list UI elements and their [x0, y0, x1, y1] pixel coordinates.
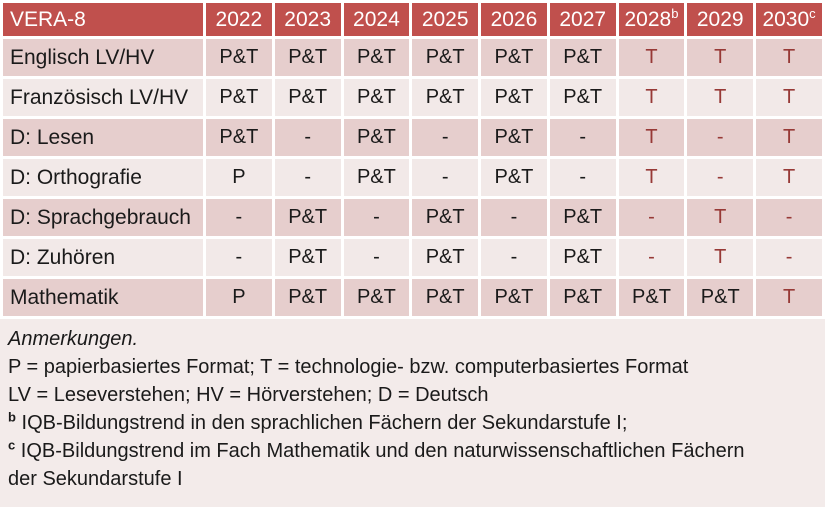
cell: P&T — [412, 279, 478, 316]
col-superscript: b — [671, 5, 679, 21]
cell: P&T — [550, 39, 616, 76]
cell: P&T — [344, 79, 410, 116]
cell: P&T — [481, 279, 547, 316]
cell: P&T — [550, 199, 616, 236]
year-label: 2025 — [421, 7, 469, 31]
cell: P&T — [344, 39, 410, 76]
cell: T — [756, 79, 822, 116]
cell: P&T — [550, 239, 616, 276]
col-header-2023 — [275, 3, 341, 36]
cell: P&T — [481, 79, 547, 116]
cell: - — [619, 199, 685, 236]
cell: P&T — [275, 239, 341, 276]
cell: - — [275, 159, 341, 196]
cell: P&T — [550, 79, 616, 116]
cell: P&T — [412, 239, 478, 276]
notes-heading: Anmerkungen. — [8, 328, 139, 350]
cell: - — [619, 239, 685, 276]
cell: - — [550, 159, 616, 196]
cell: - — [687, 119, 753, 156]
cell: P&T — [412, 199, 478, 236]
header-row — [3, 3, 822, 36]
col-header-2024 — [344, 3, 410, 36]
table-row-d-orthografie — [3, 159, 822, 196]
year-label: 2026 — [490, 7, 538, 31]
cell: T — [687, 39, 753, 76]
cell: - — [756, 239, 822, 276]
col-header-2028 — [619, 3, 685, 36]
cell: P&T — [206, 119, 272, 156]
year-label: 2022 — [215, 7, 263, 31]
cell: P&T — [275, 39, 341, 76]
table-row-englisch — [3, 39, 822, 76]
cell: P&T — [206, 39, 272, 76]
footnote-b — [8, 409, 766, 437]
cell: P&T — [206, 79, 272, 116]
cell: - — [550, 119, 616, 156]
col-header-2025 — [412, 3, 478, 36]
footnote-b-marker: b — [8, 409, 16, 425]
cell: P&T — [412, 79, 478, 116]
cell: - — [275, 119, 341, 156]
year-label: 2024 — [353, 7, 400, 31]
row-label: Mathematik — [3, 279, 203, 316]
col-superscript: c — [809, 5, 816, 21]
year-label: 2023 — [284, 7, 331, 31]
cell: P — [206, 279, 272, 316]
table-row-d-zuhoeren — [3, 239, 822, 276]
footnote-c-text: IQB-Bildungstrend im Fach Mathematik und den naturwissenschaftlichen Fächern der Sekundarstufe I — [8, 440, 745, 490]
cell: T — [756, 279, 822, 316]
cell: P&T — [344, 119, 410, 156]
year-label: 2029 — [696, 7, 744, 31]
col-header-2027 — [550, 3, 616, 36]
row-label: D: Lesen — [3, 119, 203, 156]
cell: P&T — [481, 119, 547, 156]
cell: T — [687, 199, 753, 236]
year-label: 2030 — [762, 7, 810, 31]
cell: P&T — [619, 279, 685, 316]
cell: T — [619, 39, 685, 76]
cell: T — [756, 39, 822, 76]
cell: P&T — [275, 279, 341, 316]
cell: T — [619, 159, 685, 196]
row-label: D: Zuhören — [3, 239, 203, 276]
cell: - — [756, 199, 822, 236]
cell: P&T — [344, 279, 410, 316]
col-header-2026 — [481, 3, 547, 36]
year-label: 2028 — [624, 7, 672, 31]
row-label: D: Sprachgebrauch — [3, 199, 203, 236]
year-label: 2027 — [559, 7, 607, 31]
cell: - — [687, 159, 753, 196]
cell: P&T — [687, 279, 753, 316]
notes-format-legend: P = papierbasiertes Format; T = technologie- bzw. computerbasiertes Format — [8, 356, 689, 378]
footnote-b-text: IQB-Bildungstrend in den sprachlichen Fächern der Sekundarstufe I; — [15, 412, 628, 434]
row-label: D: Orthografie — [3, 159, 203, 196]
cell: T — [687, 79, 753, 116]
table-body — [3, 39, 822, 316]
cell: T — [619, 79, 685, 116]
table-title: VERA-8 — [3, 3, 203, 36]
cell: P&T — [481, 159, 547, 196]
cell: P&T — [550, 279, 616, 316]
cell: P&T — [481, 39, 547, 76]
cell: T — [687, 239, 753, 276]
notes-abbreviation-legend: LV = Leseverstehen; HV = Hörverstehen; D = Deutsch — [8, 384, 489, 406]
cell: T — [756, 159, 822, 196]
cell: P&T — [275, 199, 341, 236]
cell: T — [756, 119, 822, 156]
row-label: Französisch LV/HV — [3, 79, 203, 116]
footnote-c-marker: c — [8, 437, 16, 453]
cell: - — [481, 199, 547, 236]
cell: - — [344, 199, 410, 236]
cell: - — [206, 199, 272, 236]
table-row-mathematik — [3, 279, 822, 316]
table-header — [3, 3, 822, 36]
cell: - — [412, 119, 478, 156]
col-header-2022 — [206, 3, 272, 36]
cell: - — [412, 159, 478, 196]
cell: - — [344, 239, 410, 276]
col-header-2030 — [756, 3, 822, 36]
table-row-d-lesen — [3, 119, 822, 156]
cell: - — [481, 239, 547, 276]
table-notes — [0, 319, 825, 507]
table-row-d-sprachgebrauch — [3, 199, 822, 236]
table-row-franzoesisch — [3, 79, 822, 116]
cell: P&T — [275, 79, 341, 116]
cell: T — [619, 119, 685, 156]
row-label: Englisch LV/HV — [3, 39, 203, 76]
col-header-2029 — [687, 3, 753, 36]
cell: - — [206, 239, 272, 276]
cell: P&T — [344, 159, 410, 196]
cell: P&T — [412, 39, 478, 76]
footnote-c — [8, 437, 766, 493]
cell: P — [206, 159, 272, 196]
